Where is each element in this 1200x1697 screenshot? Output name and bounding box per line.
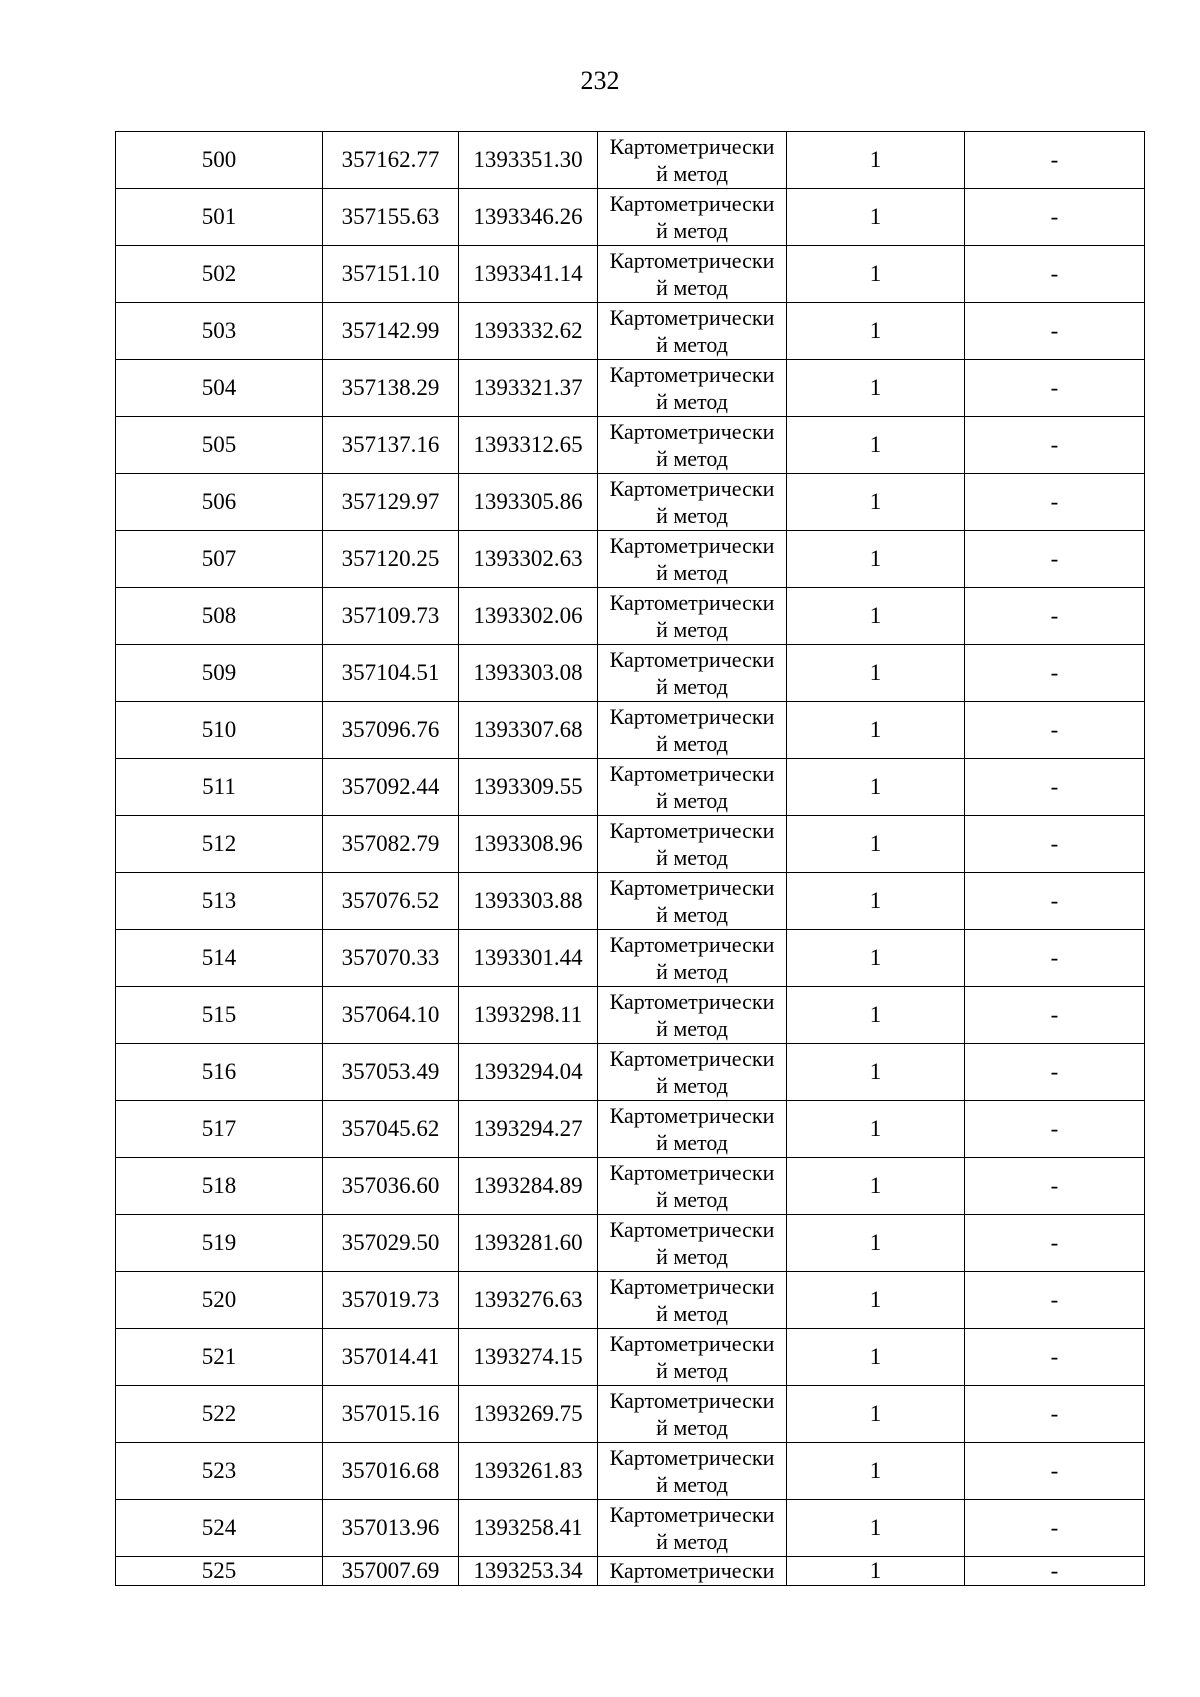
coordinate-y-cell: 1393294.04 [459,1044,598,1101]
note-cell: - [965,1329,1145,1386]
accuracy-cell: 1 [787,531,965,588]
coordinate-y-cell: 1393351.30 [459,132,598,189]
point-number-cell: 501 [116,189,323,246]
coordinate-y-cell: 1393302.63 [459,531,598,588]
table-row [116,132,1145,189]
method-text-line: Картометрически [609,1046,775,1071]
method-text-line: й метод [656,218,728,243]
coordinate-x-cell: 357082.79 [323,816,459,873]
method-cell [598,987,787,1044]
method-text-line: Картометрически [609,590,775,615]
coordinate-y-cell: 1393305.86 [459,474,598,531]
accuracy-cell: 1 [787,1557,965,1586]
method-text-line: Картометрически [609,932,775,957]
table-row [116,246,1145,303]
table-row [116,873,1145,930]
point-number-cell: 517 [116,1101,323,1158]
method-text-line: Картометрически [609,761,775,786]
accuracy-cell: 1 [787,930,965,987]
method-text-line: Картометрически [609,191,775,216]
method-text-line: й метод [656,1187,728,1212]
coordinate-y-cell: 1393284.89 [459,1158,598,1215]
point-number-cell: 518 [116,1158,323,1215]
method-cell [598,531,787,588]
table-row [116,1329,1145,1386]
coordinate-x-cell: 357015.16 [323,1386,459,1443]
method-text-line: й метод [656,389,728,414]
point-number-cell: 507 [116,531,323,588]
note-cell: - [965,303,1145,360]
note-cell: - [965,360,1145,417]
coordinate-x-cell: 357104.51 [323,645,459,702]
method-cell [598,645,787,702]
coordinate-y-cell: 1393261.83 [459,1443,598,1500]
coordinate-x-cell: 357142.99 [323,303,459,360]
table-row [116,1500,1145,1557]
coordinate-x-cell: 357016.68 [323,1443,459,1500]
note-cell: - [965,246,1145,303]
method-text-line: Картометрически [609,1502,775,1527]
coordinate-x-cell: 357096.76 [323,702,459,759]
accuracy-cell: 1 [787,189,965,246]
accuracy-cell: 1 [787,246,965,303]
method-cell [598,702,787,759]
table-row [116,474,1145,531]
note-cell: - [965,531,1145,588]
method-text-line: й метод [656,1529,728,1554]
point-number-cell: 522 [116,1386,323,1443]
method-text-line: й метод [656,1016,728,1041]
accuracy-cell: 1 [787,132,965,189]
method-text-line: Картометрически [609,533,775,558]
coordinate-y-cell: 1393309.55 [459,759,598,816]
method-cell [598,360,787,417]
note-cell: - [965,1500,1145,1557]
note-cell: - [965,873,1145,930]
method-text-line: Картометрически [609,704,775,729]
point-number-cell: 513 [116,873,323,930]
accuracy-cell: 1 [787,873,965,930]
note-cell: - [965,645,1145,702]
method-cell [598,930,787,987]
accuracy-cell: 1 [787,303,965,360]
method-text-line: Картометрически [609,134,775,159]
accuracy-cell: 1 [787,1443,965,1500]
point-number-cell: 503 [116,303,323,360]
coordinate-x-cell: 357155.63 [323,189,459,246]
table-row [116,702,1145,759]
note-cell: - [965,189,1145,246]
method-cell [598,1557,787,1586]
coordinate-y-cell: 1393294.27 [459,1101,598,1158]
coordinate-x-cell: 357092.44 [323,759,459,816]
method-text-line: Картометрически [609,248,775,273]
coordinate-y-cell: 1393308.96 [459,816,598,873]
method-text-line: й метод [656,1073,728,1098]
coordinate-y-cell: 1393321.37 [459,360,598,417]
note-cell: - [965,816,1145,873]
note-cell: - [965,1443,1145,1500]
coordinate-y-cell: 1393303.08 [459,645,598,702]
accuracy-cell: 1 [787,1329,965,1386]
point-number-cell: 511 [116,759,323,816]
method-text-line: Картометрически [609,989,775,1014]
point-number-cell: 521 [116,1329,323,1386]
method-text-line: Картометрически [609,1160,775,1185]
point-number-cell: 508 [116,588,323,645]
method-text-line: й метод [656,503,728,528]
method-text-line: Картометрически [609,476,775,501]
method-cell [598,1329,787,1386]
page-number: 232 [580,66,620,95]
coordinate-x-cell: 357138.29 [323,360,459,417]
method-cell [598,1044,787,1101]
note-cell: - [965,987,1145,1044]
point-number-cell: 525 [116,1557,323,1586]
method-text-line: Картометрически [609,875,775,900]
coordinate-y-cell: 1393258.41 [459,1500,598,1557]
accuracy-cell: 1 [787,474,965,531]
method-cell [598,303,787,360]
coordinate-y-cell: 1393312.65 [459,417,598,474]
method-text-line: й метод [656,902,728,927]
coordinates-table [115,131,1145,1586]
method-cell [598,1272,787,1329]
accuracy-cell: 1 [787,1272,965,1329]
coordinate-y-cell: 1393346.26 [459,189,598,246]
note-cell: - [965,930,1145,987]
method-text-line: Картометрически [609,362,775,387]
method-text-line: й метод [656,275,728,300]
method-cell [598,1386,787,1443]
method-text-line: Картометрически [609,1217,775,1242]
method-cell [598,246,787,303]
coordinate-y-cell: 1393298.11 [459,987,598,1044]
table-row [116,531,1145,588]
coordinate-y-cell: 1393274.15 [459,1329,598,1386]
point-number-cell: 515 [116,987,323,1044]
point-number-cell: 510 [116,702,323,759]
point-number-cell: 500 [116,132,323,189]
coordinate-x-cell: 357076.52 [323,873,459,930]
method-cell [598,474,787,531]
coordinate-x-cell: 357070.33 [323,930,459,987]
method-cell [598,132,787,189]
method-text-line: й метод [656,1244,728,1269]
point-number-cell: 504 [116,360,323,417]
method-cell [598,1101,787,1158]
method-text-line: Картометрически [609,1388,775,1413]
table-row [116,759,1145,816]
method-text-line: й метод [656,446,728,471]
point-number-cell: 509 [116,645,323,702]
method-text-line: й метод [656,788,728,813]
coordinate-x-cell: 357120.25 [323,531,459,588]
accuracy-cell: 1 [787,417,965,474]
method-cell [598,1500,787,1557]
table-row [116,1557,1145,1586]
note-cell: - [965,1101,1145,1158]
table-row [116,360,1145,417]
note-cell: - [965,1158,1145,1215]
method-cell [598,816,787,873]
method-text-line: й метод [656,959,728,984]
note-cell: - [965,1557,1145,1586]
table-row [116,1158,1145,1215]
note-cell: - [965,1215,1145,1272]
method-cell [598,417,787,474]
method-text-line: й метод [656,617,728,642]
method-text-line: й метод [656,1472,728,1497]
coordinate-x-cell: 357109.73 [323,588,459,645]
note-cell: - [965,1272,1145,1329]
method-text-line: й метод [656,1301,728,1326]
table-row [116,1272,1145,1329]
accuracy-cell: 1 [787,1044,965,1101]
point-number-cell: 516 [116,1044,323,1101]
accuracy-cell: 1 [787,1101,965,1158]
method-text-line: Картометрически [609,1558,775,1583]
table-row [116,645,1145,702]
coordinate-x-cell: 357129.97 [323,474,459,531]
method-cell [598,588,787,645]
accuracy-cell: 1 [787,1386,965,1443]
accuracy-cell: 1 [787,588,965,645]
accuracy-cell: 1 [787,816,965,873]
note-cell: - [965,588,1145,645]
note-cell: - [965,759,1145,816]
method-text-line: й метод [656,731,728,756]
coordinate-y-cell: 1393303.88 [459,873,598,930]
point-number-cell: 520 [116,1272,323,1329]
point-number-cell: 524 [116,1500,323,1557]
table-row [116,303,1145,360]
note-cell: - [965,132,1145,189]
method-text-line: Картометрически [609,305,775,330]
method-text-line: Картометрически [609,818,775,843]
note-cell: - [965,702,1145,759]
method-text-line: й метод [656,1130,728,1155]
method-text-line: й метод [656,332,728,357]
accuracy-cell: 1 [787,1158,965,1215]
point-number-cell: 512 [116,816,323,873]
point-number-cell: 514 [116,930,323,987]
method-text-line: й метод [656,560,728,585]
point-number-cell: 505 [116,417,323,474]
accuracy-cell: 1 [787,759,965,816]
note-cell: - [965,417,1145,474]
coordinate-x-cell: 357014.41 [323,1329,459,1386]
table-row [116,930,1145,987]
coordinate-y-cell: 1393276.63 [459,1272,598,1329]
point-number-cell: 506 [116,474,323,531]
table-row [116,1215,1145,1272]
coordinate-x-cell: 357162.77 [323,132,459,189]
coordinate-x-cell: 357064.10 [323,987,459,1044]
coordinate-x-cell: 357053.49 [323,1044,459,1101]
coordinate-y-cell: 1393307.68 [459,702,598,759]
method-text-line: Картометрически [609,1445,775,1470]
accuracy-cell: 1 [787,1215,965,1272]
method-cell [598,189,787,246]
coordinate-y-cell: 1393253.34 [459,1557,598,1586]
accuracy-cell: 1 [787,360,965,417]
table-row [116,1044,1145,1101]
point-number-cell: 523 [116,1443,323,1500]
method-text-line: Картометрически [609,1274,775,1299]
method-text-line: й метод [656,845,728,870]
accuracy-cell: 1 [787,645,965,702]
table-row [116,1101,1145,1158]
table-row [116,1386,1145,1443]
method-cell [598,1443,787,1500]
coordinate-y-cell: 1393281.60 [459,1215,598,1272]
coordinate-x-cell: 357036.60 [323,1158,459,1215]
coordinate-x-cell: 357007.69 [323,1557,459,1586]
table-row [116,816,1145,873]
table-row [116,417,1145,474]
method-cell [598,759,787,816]
coordinate-x-cell: 357045.62 [323,1101,459,1158]
method-text-line: Картометрически [609,1103,775,1128]
coordinate-x-cell: 357013.96 [323,1500,459,1557]
coordinate-y-cell: 1393269.75 [459,1386,598,1443]
method-text-line: Картометрически [609,1331,775,1356]
note-cell: - [965,1386,1145,1443]
table-row [116,987,1145,1044]
accuracy-cell: 1 [787,1500,965,1557]
coordinate-y-cell: 1393301.44 [459,930,598,987]
note-cell: - [965,1044,1145,1101]
coordinate-y-cell: 1393302.06 [459,588,598,645]
coordinate-x-cell: 357137.16 [323,417,459,474]
method-cell [598,1215,787,1272]
method-text-line: й метод [656,1415,728,1440]
coordinate-x-cell: 357029.50 [323,1215,459,1272]
table-row [116,189,1145,246]
coordinate-x-cell: 357151.10 [323,246,459,303]
coordinate-y-cell: 1393332.62 [459,303,598,360]
coordinate-y-cell: 1393341.14 [459,246,598,303]
table-row [116,1443,1145,1500]
coordinates-table-body [116,132,1145,1586]
method-text-line: Картометрически [609,419,775,444]
point-number-cell: 519 [116,1215,323,1272]
method-text-line: й метод [656,161,728,186]
accuracy-cell: 1 [787,987,965,1044]
method-text-line: й метод [656,674,728,699]
point-number-cell: 502 [116,246,323,303]
table-row [116,588,1145,645]
method-cell [598,1158,787,1215]
accuracy-cell: 1 [787,702,965,759]
note-cell: - [965,474,1145,531]
method-text-line: й метод [656,1358,728,1383]
method-text-line: Картометрически [609,647,775,672]
coordinate-x-cell: 357019.73 [323,1272,459,1329]
method-cell [598,873,787,930]
